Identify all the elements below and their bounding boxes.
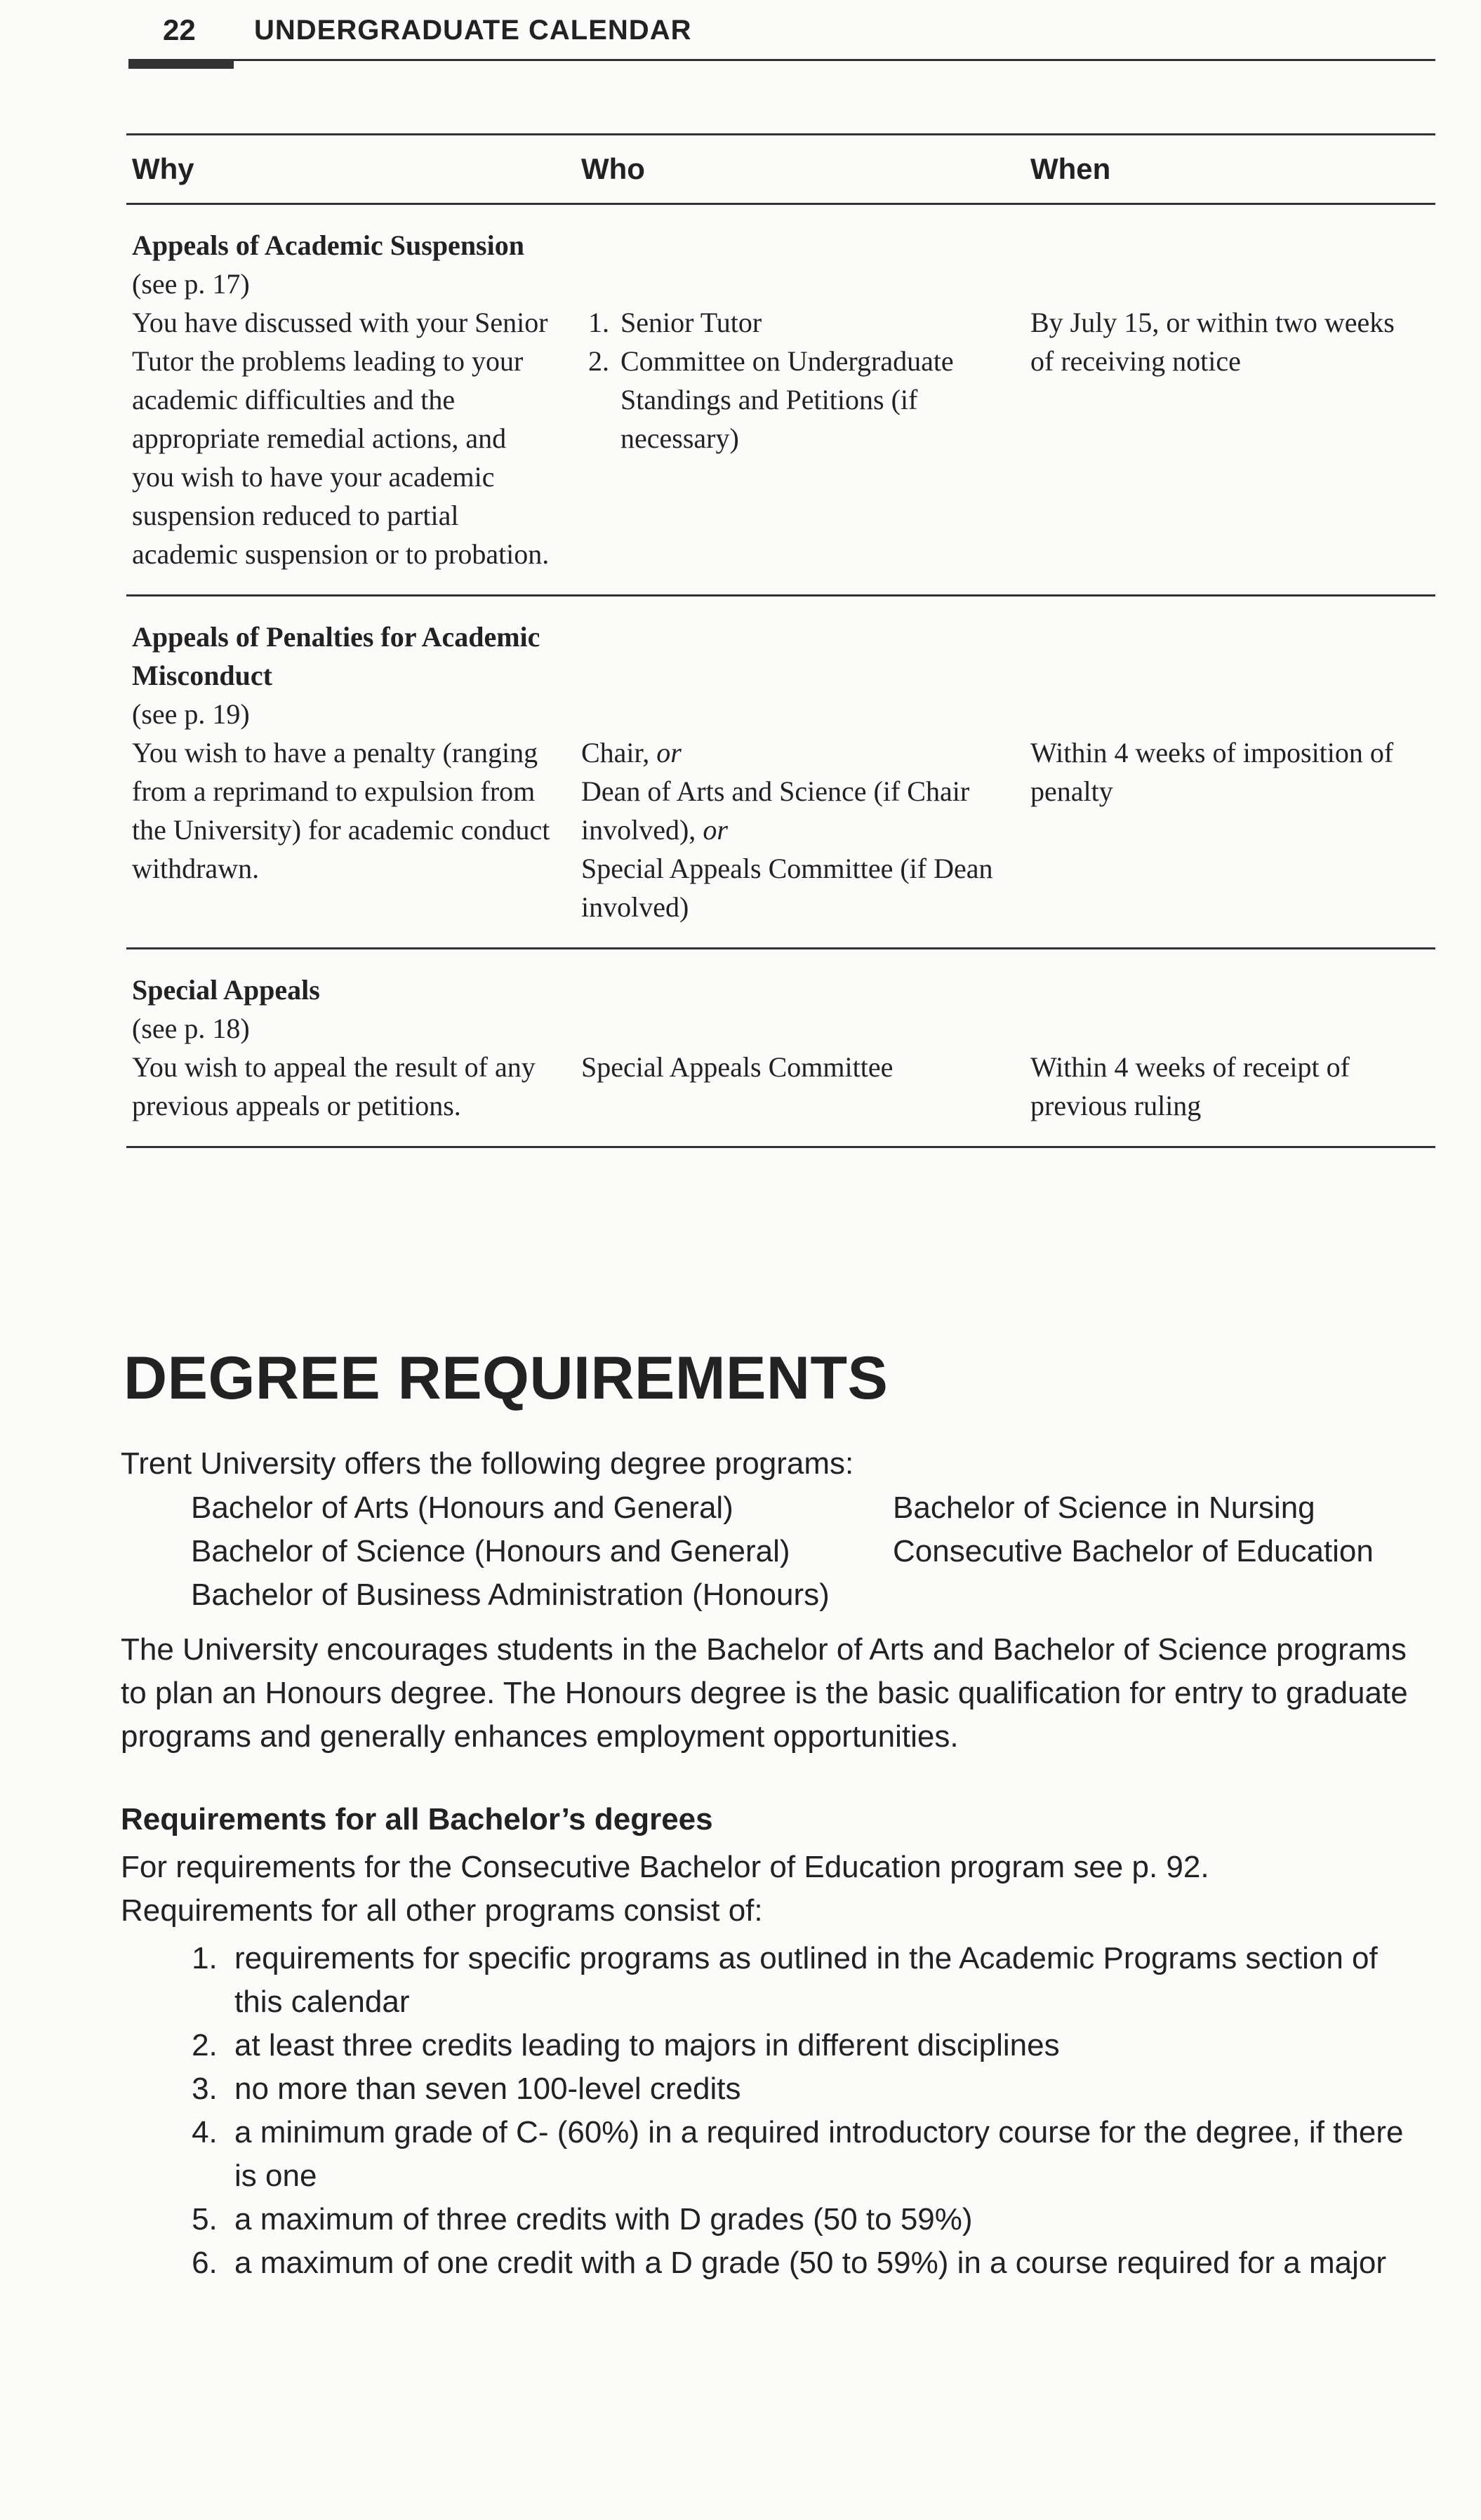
- who-cell: [576, 226, 1025, 573]
- who-text: Special Appeals Committee (if Dean involved): [581, 853, 993, 923]
- when-text: By July 15, or within two weeks of receiving notice: [1030, 307, 1395, 377]
- why-text: You wish to appeal the result of any previous appeals or petitions.: [132, 1051, 536, 1121]
- program-column-right: [893, 1486, 1440, 1617]
- list-item: 2. at least three credits leading to majors in different disciplines: [226, 2024, 1433, 2067]
- when-text: Within 4 weeks of receipt of previous ruling: [1030, 1051, 1350, 1121]
- or-word: or: [703, 814, 728, 846]
- who-text: Dean of Arts and Science (if Chair involved),: [581, 775, 970, 846]
- section-heading: DEGREE REQUIREMENTS: [124, 1345, 889, 1412]
- table-row: [126, 205, 1435, 596]
- table-row: [126, 949, 1435, 1148]
- when-cell: [1025, 226, 1435, 573]
- program-list: [191, 1486, 1440, 1617]
- when-cell: [1025, 971, 1435, 1125]
- requirements-intro-2: Requirements for all other programs consist of:: [121, 1893, 763, 1928]
- page-reference: (see p. 19): [132, 698, 250, 730]
- who-item: 1. Senior Tutor: [616, 303, 1004, 342]
- page-number: 22: [163, 13, 196, 46]
- running-header: [163, 6, 691, 55]
- appeals-table: [126, 133, 1435, 1148]
- degree-intro: Trent University offers the following degree programs:: [121, 1446, 854, 1481]
- header-rule-block: [128, 59, 234, 69]
- program-item: Bachelor of Science in Nursing: [893, 1491, 1315, 1525]
- when-cell: [1025, 618, 1435, 926]
- why-cell: [126, 226, 576, 573]
- who-cell: [576, 618, 1025, 926]
- requirements-intro-1: For requirements for the Consecutive Bachelor of Education program see p. 92.: [121, 1850, 1209, 1884]
- column-header-why: Why: [132, 152, 194, 185]
- program-item: Bachelor of Business Administration (Honours): [191, 1578, 830, 1612]
- why-text: You have discussed with your Senior Tutor the problems leading to your academic difficulties and the appropriate remedial actions, and you wish to have your academic suspension reduced to partial academic suspension or to probation.: [132, 307, 550, 570]
- list-item: 4. a minimum grade of C- (60%) in a required introductory course for the degree, if there is one: [226, 2111, 1433, 2198]
- column-header-who: Who: [581, 152, 645, 185]
- program-column-left: [191, 1486, 893, 1617]
- when-text: Within 4 weeks of imposition of penalty: [1030, 737, 1394, 807]
- row-title: Appeals of Penalties for Academic Misconduct: [132, 621, 540, 691]
- page-reference: (see p. 18): [132, 1013, 250, 1044]
- list-item: 6. a maximum of one credit with a D grade (50 to 59%) in a course required for a major: [226, 2241, 1433, 2285]
- row-title: Appeals of Academic Suspension: [132, 229, 524, 261]
- column-header-when: When: [1030, 152, 1111, 185]
- requirements-heading: Requirements for all Bachelor’s degrees: [121, 1802, 713, 1836]
- table-header: [126, 135, 1435, 205]
- header-rule: [128, 59, 1435, 61]
- or-word: or: [656, 737, 682, 768]
- table-row: [126, 596, 1435, 949]
- who-cell: [576, 971, 1025, 1125]
- requirements-list: [184, 1937, 1433, 2285]
- row-title: Special Appeals: [132, 974, 320, 1006]
- list-item: 5. a maximum of three credits with D grades (50 to 59%): [226, 2198, 1433, 2241]
- program-item: Consecutive Bachelor of Education: [893, 1534, 1374, 1568]
- list-item: 3. no more than seven 100-level credits: [226, 2067, 1433, 2111]
- who-item: 2. Committee on Undergraduate Standings and Petitions (if necessary): [616, 342, 1004, 458]
- page-reference: (see p. 17): [132, 268, 250, 300]
- who-text: Special Appeals Committee: [581, 1051, 894, 1083]
- why-cell: [126, 971, 576, 1125]
- program-item: Bachelor of Arts (Honours and General): [191, 1491, 733, 1525]
- program-item: Bachelor of Science (Honours and General): [191, 1534, 790, 1568]
- list-item: 1. requirements for specific programs as outlined in the Academic Programs section of this calendar: [226, 1937, 1433, 2024]
- why-cell: [126, 618, 576, 926]
- why-text: You wish to have a penalty (ranging from a reprimand to expulsion from the University) for academic conduct withdrawn.: [132, 737, 550, 884]
- who-text: Chair,: [581, 737, 657, 768]
- honours-paragraph: The University encourages students in the Bachelor of Arts and Bachelor of Science programs to plan an Honours degree. The Honours degree is the basic qualification for entry to graduate programs and generally enhances employment opportunities.: [121, 1632, 1408, 1754]
- running-title: UNDERGRADUATE CALENDAR: [254, 14, 692, 46]
